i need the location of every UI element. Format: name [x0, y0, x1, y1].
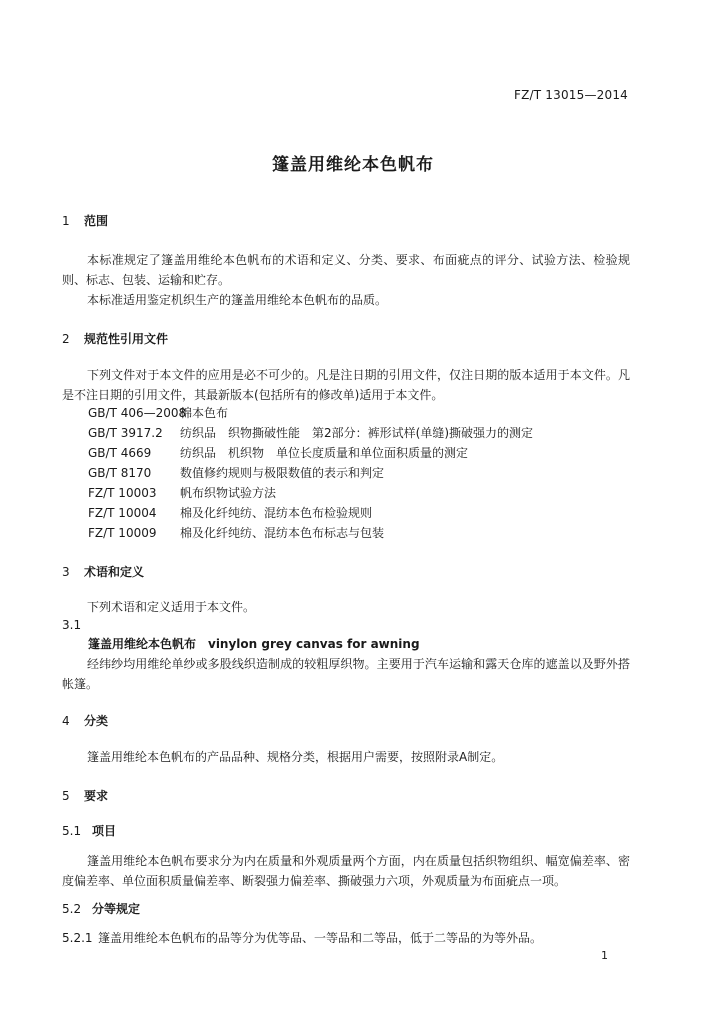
clause-5-1-number: 5.1 — [62, 824, 82, 838]
reference-code: GB/T 8170 — [88, 466, 152, 480]
section-1-paragraph-1: 本标准规定了篷盖用维纶本色帆布的术语和定义、分类、要求、布面疵点的评分、试验方法、检验规则、标志、包装、运输和贮存。 — [62, 253, 630, 287]
reference-code: FZ/T 10003 — [88, 486, 157, 500]
reference-item — [88, 443, 468, 463]
reference-item — [88, 463, 384, 483]
reference-title: 棉本色布 — [180, 406, 229, 420]
clause-3-1-definition: 经纬纱均用维纶单纱或多股线织造制成的较粗厚织物。主要用于汽车运输和露天仓库的遮盖以及野外搭帐篷。 — [62, 657, 630, 691]
section-4-number: 4 — [62, 714, 70, 728]
reference-item — [88, 523, 384, 543]
section-2-heading — [62, 330, 168, 347]
reference-title: 数值修约规则与极限数值的表示和判定 — [180, 466, 385, 480]
section-1-paragraph-2: 本标准适用鉴定机织生产的篷盖用维纶本色帆布的品质。 — [87, 293, 388, 307]
reference-title: 纺织品 机织物 单位长度质量和单位面积质量的测定 — [180, 446, 469, 460]
reference-title: 棉及化纤纯纺、混纺本色布标志与包装 — [180, 526, 385, 540]
reference-code: GB/T 406—2008 — [88, 406, 187, 420]
section-5-number: 5 — [62, 789, 70, 803]
section-3-title: 术语和定义 — [84, 565, 145, 579]
clause-5-2-1-text: 篷盖用维纶本色帆布的品等分为优等品、一等品和二等品，低于二等品的为等外品。 — [98, 931, 543, 945]
reference-item — [88, 423, 533, 443]
standard-code: FZ/T 13015—2014 — [513, 88, 628, 102]
section-4-heading — [62, 712, 108, 729]
clause-3-1-number: 3.1 — [62, 618, 82, 632]
reference-title: 纺织品 织物撕破性能 第2部分：裤形试样(单缝)撕破强力的测定 — [180, 426, 534, 440]
document-title: 篷盖用维纶本色帆布 — [272, 155, 434, 175]
clause-5-1-text: 篷盖用维纶本色帆布要求分为内在质量和外观质量两个方面，内在质量包括织物组织、幅宽偏差率、密度偏差率、单位面积质量偏差率、断裂强力偏差率、撕破强力六项，外观质量为布面疵点一项。 — [62, 854, 630, 888]
section-5-heading — [62, 787, 108, 804]
reference-item — [88, 483, 276, 503]
reference-title: 帆布织物试验方法 — [180, 486, 277, 500]
reference-code: FZ/T 10009 — [88, 526, 157, 540]
section-3-number: 3 — [62, 565, 70, 579]
reference-item — [88, 503, 372, 523]
section-3-paragraph-1: 下列术语和定义适用于本文件。 — [87, 600, 256, 614]
section-2-paragraph-1: 下列文件对于本文件的应用是必不可少的。凡是注日期的引用文件，仅注日期的版本适用于本文件。凡是不注日期的引用文件，其最新版本(包括所有的修改单)适用于本文件。 — [62, 368, 630, 402]
reference-title: 棉及化纤纯纺、混纺本色布检验规则 — [180, 506, 373, 520]
section-1-title: 范围 — [84, 214, 109, 228]
reference-code: FZ/T 10004 — [88, 506, 157, 520]
section-1-number: 1 — [62, 214, 70, 228]
section-4-paragraph-1: 篷盖用维纶本色帆布的产品品种、规格分类，根据用户需要，按照附录A制定。 — [87, 750, 504, 764]
section-4-title: 分类 — [84, 714, 109, 728]
section-2-title: 规范性引用文件 — [84, 332, 169, 346]
clause-3-1-term: 篷盖用维纶本色帆布 vinylon grey canvas for awning — [88, 637, 420, 651]
section-3-heading — [62, 563, 144, 580]
section-1-heading — [62, 212, 108, 229]
reference-code: GB/T 4669 — [88, 446, 152, 460]
clause-5-1-title: 项目 — [92, 824, 117, 838]
clause-5-2-heading — [62, 900, 140, 917]
reference-code: GB/T 3917.2 — [88, 426, 163, 440]
clause-5-2-1 — [62, 928, 542, 948]
reference-item — [88, 403, 228, 423]
section-5-title: 要求 — [84, 789, 109, 803]
clause-5-2-1-number: 5.2.1 — [62, 931, 93, 945]
clause-5-1-heading — [62, 822, 116, 839]
section-2-number: 2 — [62, 332, 70, 346]
page-number: 1 — [601, 949, 608, 962]
clause-5-2-number: 5.2 — [62, 902, 82, 916]
clause-5-2-title: 分等规定 — [92, 902, 141, 916]
